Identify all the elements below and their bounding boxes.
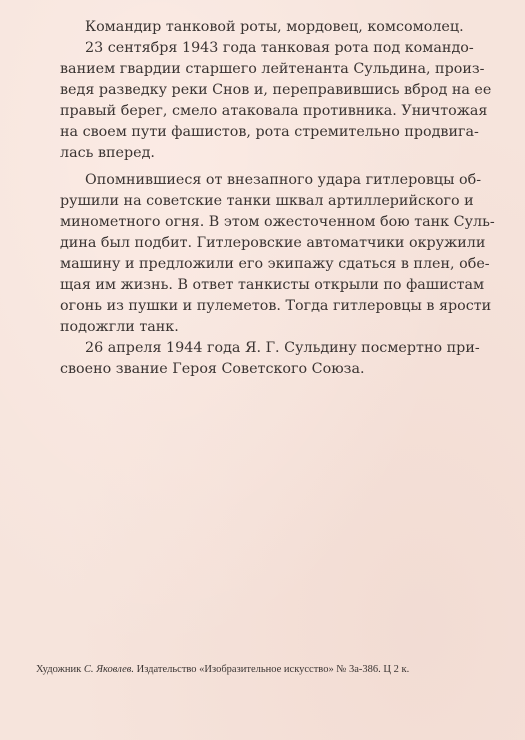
text-line: на своем пути фашистов, рота стремительно продвига- [60,124,479,140]
text-line: огонь из пушки и пулеметов. Тогда гитлеровцы в ярости [60,298,492,314]
imprint-footer [36,664,496,675]
text-line: лась вперед. [60,145,155,161]
text-line: 23 сентября 1943 года танковая рота под командо- [85,40,474,56]
text-line: Опомнившиеся от внезапного удара гитлеровцы об- [85,172,482,188]
text-line: своено звание Героя Советского Союза. [60,361,365,377]
artist-label: Художник [36,664,82,675]
paragraph-3 [60,170,495,338]
price: Ц 2 к. [383,664,410,675]
paragraph-2 [60,38,492,164]
text-line: 26 апреля 1944 года Я. Г. Сульдину посмертно при- [85,340,480,356]
text-line: машину и предложили его экипажу сдаться в плен, обе- [60,256,490,272]
paragraph-4 [60,338,480,380]
text-line: рушили на советские танки шквал артиллерийского и [60,193,474,209]
text-line: ведя разведку реки Снов и, переправившись вброд на ее [60,82,492,98]
text-line: дина был подбит. Гитлеровские автоматчики окружили [60,235,486,251]
text-block [60,17,495,380]
catalog-number: № 3а-386. [336,664,381,675]
text-line: подожгли танк. [60,319,179,335]
text-line: правый берег, смело атаковала противника. Уничтожая [60,103,488,119]
text-line: минометного огня. В этом ожесточенном бою танк Суль- [60,214,495,230]
text-line: Командир танковой роты, мордовец, комсомолец. [85,19,464,35]
artist-name: С. Яковлев. [83,664,134,675]
text-line: ванием гвардии старшего лейтенанта Сульдина, произ- [60,61,485,77]
text-line: щая им жизнь. В ответ танкисты открыли по фашистам [60,277,485,293]
publisher: Издательство «Изобразительное искусство» [136,664,334,675]
paragraph-1 [60,17,472,38]
